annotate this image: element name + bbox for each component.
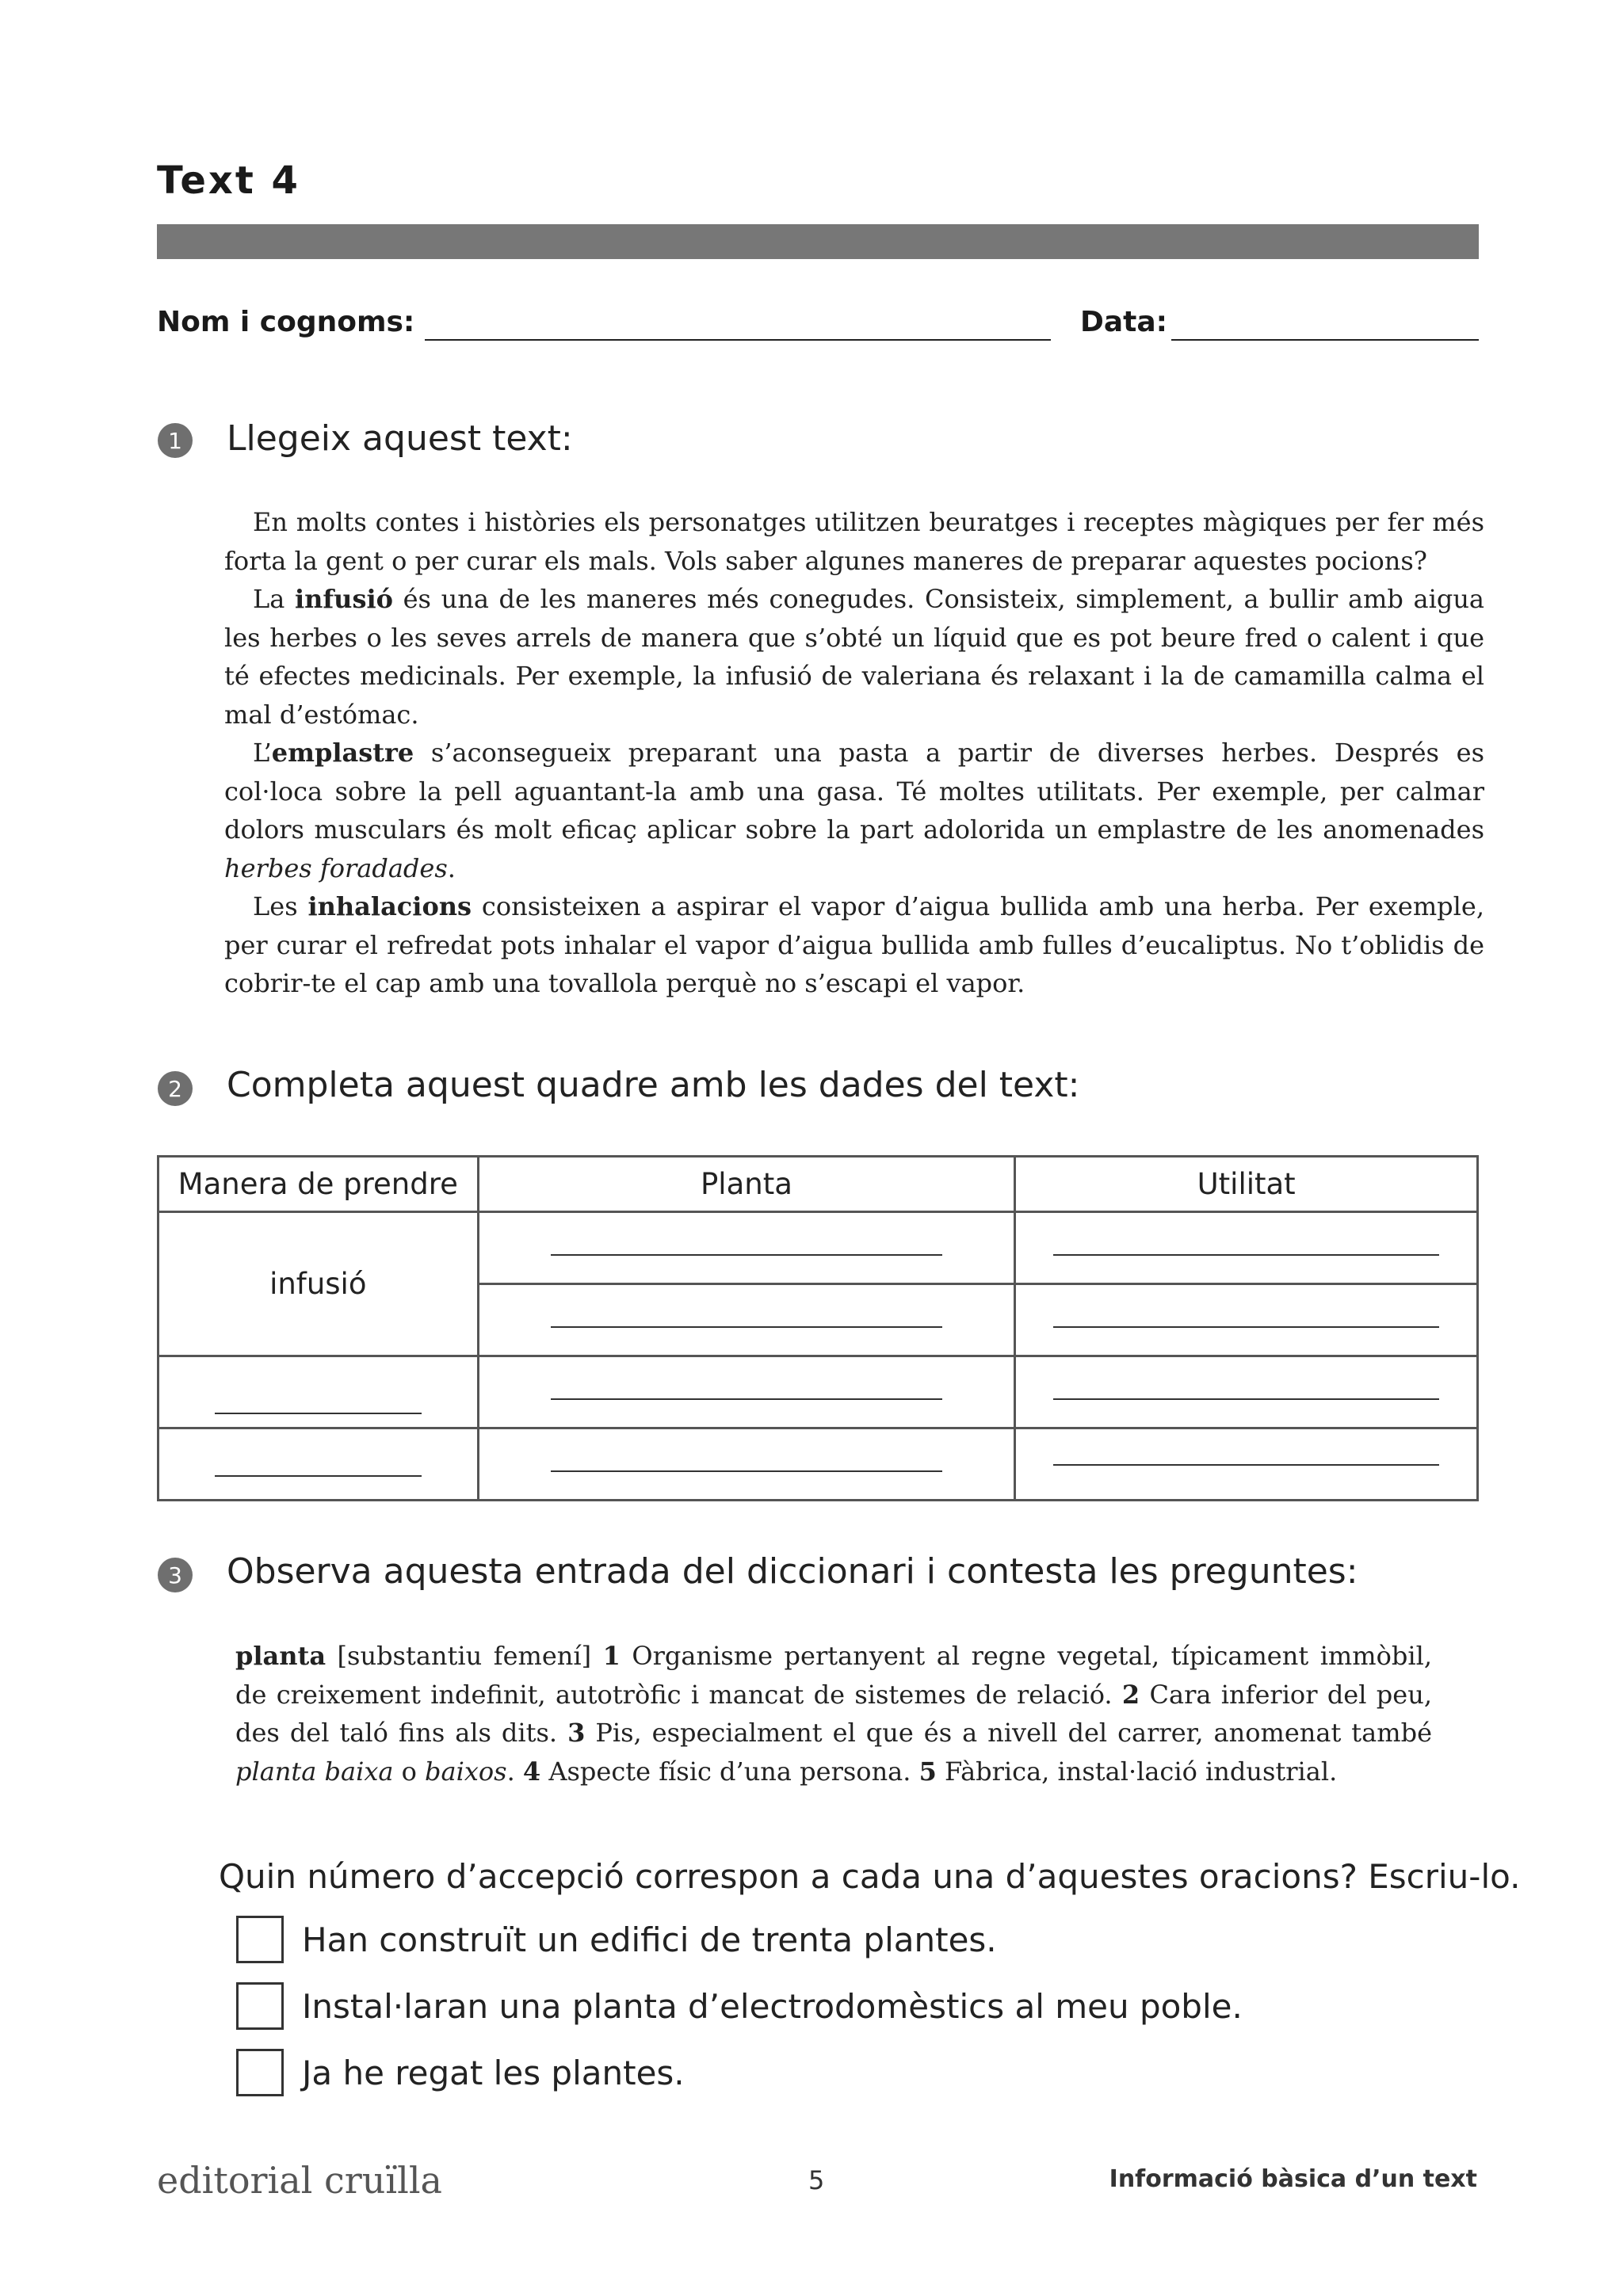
date-label: Data: — [1080, 306, 1168, 338]
page-number: 5 — [808, 2165, 825, 2195]
cell-planta-3[interactable] — [478, 1356, 1015, 1428]
name-field[interactable] — [425, 339, 1051, 341]
sentence-3: Ja he regat les plantes. — [302, 2054, 685, 2092]
cell-manera-3[interactable] — [158, 1356, 479, 1428]
reading-paragraph-1: En molts contes i històries els personatges utilitzen beuratges i receptes màgiques per fer més forta la gent o per curar els mals. Vols saber algunes maneres de preparar aquestes pocions? — [224, 507, 1484, 576]
question-2-instruction: Completa aquest quadre amb les dades del text: — [227, 1065, 1080, 1105]
cell-manera-4[interactable] — [158, 1428, 479, 1501]
term-inhalacions: inhalacions — [307, 891, 472, 921]
question-1-instruction: Llegeix aquest text: — [227, 418, 573, 459]
sentence-2: Instal·laran una planta d’electrodomèstics al meu poble. — [302, 1987, 1243, 2026]
section-title: Informació bàsica d’un text — [1109, 2165, 1477, 2193]
column-header-manera: Manera de prendre — [158, 1157, 479, 1212]
cell-utilitat-2[interactable] — [1015, 1284, 1478, 1356]
reading-paragraph-4: Les inhalacions consisteixen a aspirar el vapor d’aigua bullida amb una herba. Per exemple, per curar el refredat pots inhalar el vapor d’aigua bullida amb fulles d’eucaliptus. No t’oblidis de cobrir-te el cap amb una tovallola perquè no s’escapi el vapor. — [224, 891, 1485, 998]
answer-box-1[interactable] — [236, 1916, 284, 1963]
cell-utilitat-4[interactable] — [1015, 1428, 1478, 1501]
question-3-prompt: Quin número d’accepció correspon a cada una d’aquestes oracions? Escriu-lo. — [219, 1857, 1521, 1896]
question-3-instruction: Observa aquesta entrada del diccionari i contesta les preguntes: — [227, 1551, 1358, 1592]
answer-box-3[interactable] — [236, 2049, 284, 2096]
question-2-number: 2 — [158, 1071, 193, 1106]
sentence-1: Han construït un edifici de trenta plantes. — [302, 1920, 997, 1959]
answer-box-2[interactable] — [236, 1982, 284, 2030]
question-3-number: 3 — [158, 1558, 193, 1592]
term-emplastre: emplastre — [271, 738, 414, 768]
reading-paragraph-2: La infusió és una de les maneres més conegudes. Consisteix, simplement, a bullir amb aigua les herbes o les seves arrels de manera que s’obté un líquid que es pot beure fred o calent i que té efectes medicinals. Per exemple, la infusió de valeriana és relaxant i la de camamilla calma el mal d’estómac. — [224, 584, 1485, 730]
answer-table — [157, 1155, 1479, 1501]
cell-infusio: infusió — [158, 1212, 479, 1356]
title-bar — [157, 224, 1479, 259]
term-infusio: infusió — [294, 584, 393, 614]
column-header-planta: Planta — [478, 1157, 1015, 1212]
cell-planta-2[interactable] — [478, 1284, 1015, 1356]
dictionary-entry: planta [substantiu femení] 1 Organisme pertanyent al regne vegetal, típicament immòbil, de creixement indefinit, autotròfic i mancat de sistemes de relació. 2 Cara inferior del peu, des del taló fins als dits. 3 Pis, especialment el que és a nivell del carrer, anomenat també planta baixa o baixos. 4 Aspecte físic d’una persona. 5 Fàbrica, instal·lació industrial. — [235, 1641, 1433, 1787]
cell-utilitat-1[interactable] — [1015, 1212, 1478, 1284]
question-1-number: 1 — [158, 423, 193, 458]
page-title: Text 4 — [157, 158, 300, 203]
cell-planta-1[interactable] — [478, 1212, 1015, 1284]
publisher-logo: editorial cruïlla — [157, 2159, 442, 2202]
cell-planta-4[interactable] — [478, 1428, 1015, 1501]
date-field[interactable] — [1171, 339, 1479, 341]
column-header-utilitat: Utilitat — [1015, 1157, 1478, 1212]
entry-headword: planta — [235, 1641, 327, 1671]
reading-text — [224, 503, 1484, 1003]
reading-paragraph-3: L’emplastre s’aconsegueix preparant una pasta a partir de diverses herbes. Després es col·loca sobre la pell aguantant-la amb una gasa. Té moltes utilitats. Per exemple, per calmar dolors musculars és molt eficaç aplicar sobre la part adolorida un emplastre de les anomenades herbes foradades. — [224, 738, 1484, 883]
cell-utilitat-3[interactable] — [1015, 1356, 1478, 1428]
name-label: Nom i cognoms: — [157, 306, 415, 338]
